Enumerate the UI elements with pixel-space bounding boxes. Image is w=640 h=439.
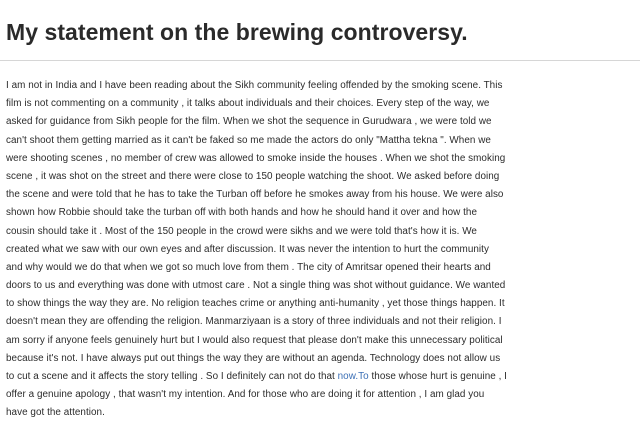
title-divider <box>0 60 640 61</box>
statement-line: scene , it was shot on the street and there were close to 150 people watching the shoot. We asked before doing <box>6 170 500 182</box>
statement-line: cousin should take it . Most of the 150 people in the crowd were sikhs and we were told that's how it is. We <box>6 225 477 237</box>
statement-line: am sorry if anyone feels genuinely hurt but I would also request that please don't make this unnecessary political <box>6 334 503 346</box>
auto-link[interactable]: now.To <box>337 371 369 382</box>
statement-line: can't shoot them getting married as it can't be faked so me made the actors do only "Mattha tekna ". When we <box>6 134 491 146</box>
statement-line: to show things the way they are. No religion teaches crime or anything anti-humanity , yet those things happen. It <box>6 298 505 310</box>
statement-line: because it's not. I have always put out things the way they are without an agenda. Technology does not allow us <box>6 352 501 364</box>
statement-line-with-link <box>6 368 638 386</box>
statement-line: the scene and were told that he has to take the Turban off before he smokes away from his house. We were also <box>6 189 504 201</box>
page-title: My statement on the brewing controversy. <box>6 19 468 45</box>
statement-line: shown how Robbie should take the turban off with both hands and how he should hand it over and how the <box>6 207 478 219</box>
statement-line: doesn't mean they are offending the religion. Manmarziyaan is a story of three individuals and not their religion. I <box>6 316 502 328</box>
statement-line: asked for guidance from Sikh people for the film. When we shot the sequence in Gurudwara , we were told we <box>6 116 492 128</box>
statement-line: film is not commenting on a community , it talks about individuals and their choices. Every step of the way, we <box>6 98 490 110</box>
statement-line: I am not in India and I have been reading about the Sikh community feeling offended by the smoking scene. This <box>6 80 503 91</box>
statement-line: created what we saw with our own eyes and after discussion. It was never the intention to hurt the community <box>6 243 489 255</box>
statement-line: have got the attention. <box>6 407 105 419</box>
statement-line: offer a genuine apology , that wasn't my intention. And for those who are doing it for attention , I am glad you <box>6 389 485 401</box>
statement-line: were shooting scenes , no member of crew was allowed to smoke inside the houses . When we shot the smoking <box>6 152 506 164</box>
statement-body <box>6 77 638 423</box>
statement-text: those whose hurt is genuine , I <box>368 371 507 382</box>
statement-text: to cut a scene and it affects the story telling . So I definitely can not do that <box>6 371 338 382</box>
statement-line: and why would we do that when we got so much love from them . The city of Amritsar opened their hearts and <box>6 261 491 273</box>
statement-line: doors to us and everything was done with utmost care . Not a single thing was shot without guidance. We wanted <box>6 280 506 292</box>
